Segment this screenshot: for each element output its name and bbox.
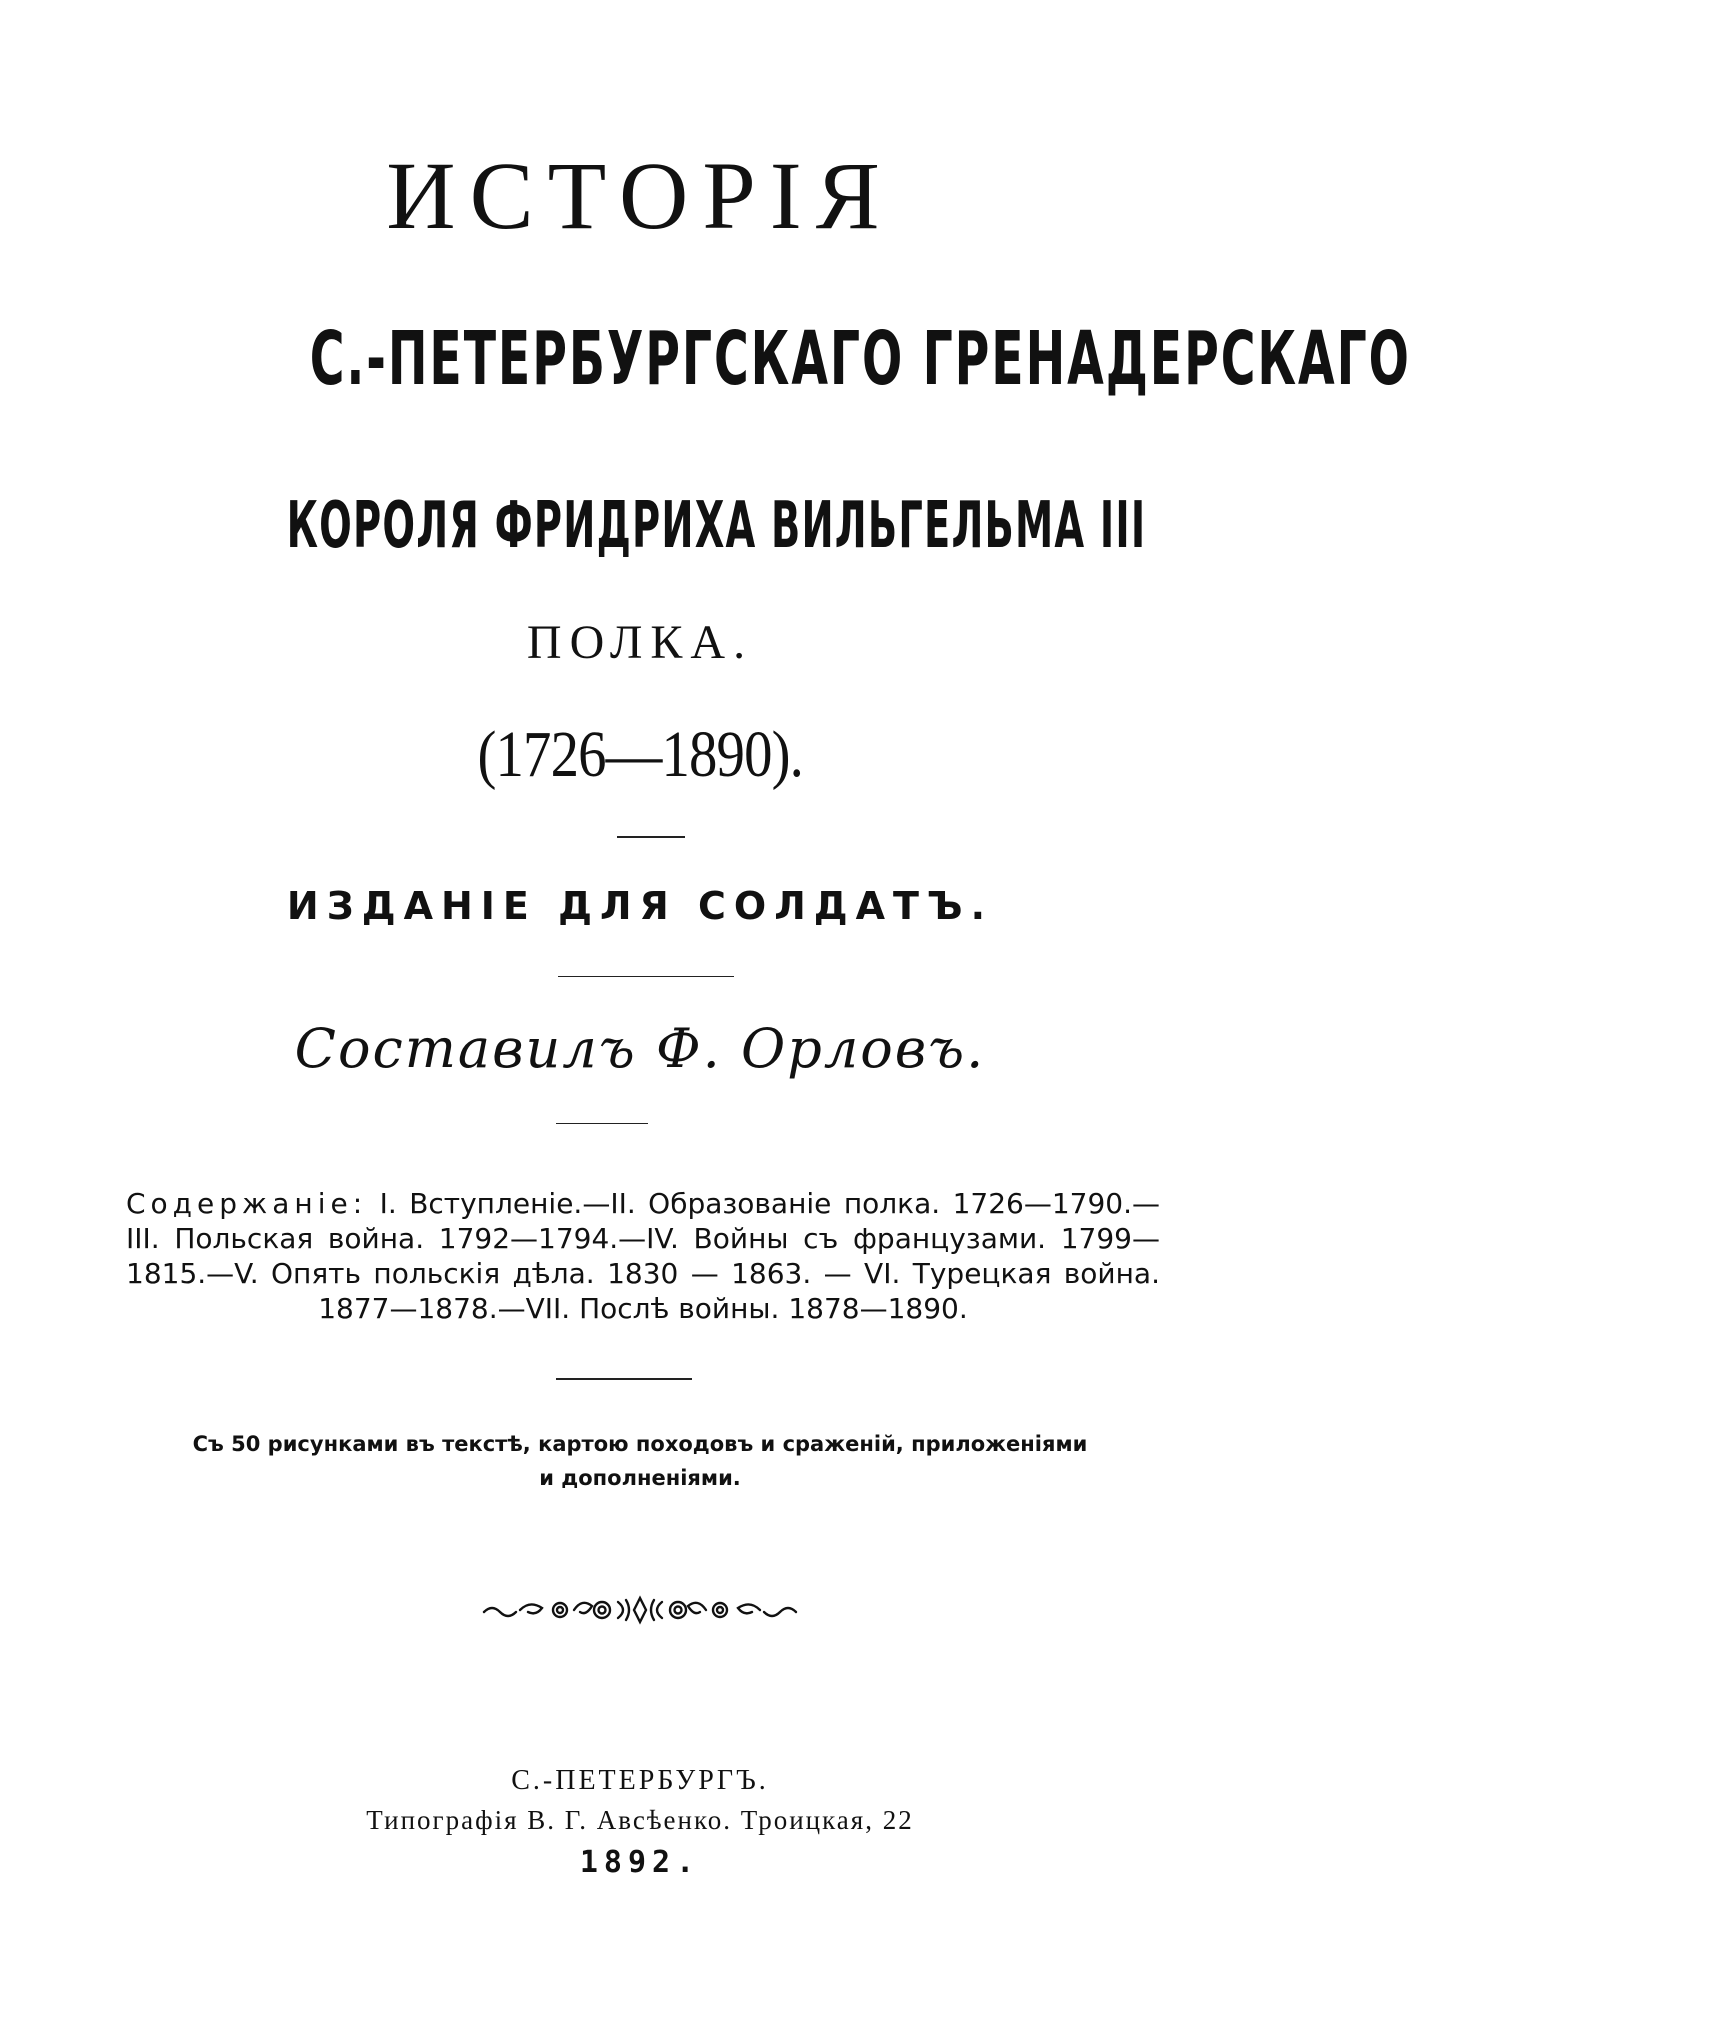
subtitle-regiment-name — [0, 316, 1411, 402]
compiler-credit: Составилъ Ф. Орловъ. — [294, 1017, 986, 1080]
subtitle-king-name — [0, 489, 1280, 563]
illustrations-line-1: Съ 50 рисунками въ текстѣ, картою походовъ и сраженій, приложеніями — [192, 1432, 1088, 1456]
divider-rule — [617, 836, 685, 838]
subtitle-regiment-name-text: С.-ПЕТЕРБУРГСКАГО ГРЕНАДЕРСКАГО — [309, 316, 1411, 402]
imprint-year: 1892. — [579, 1845, 701, 1880]
divider-rule — [558, 976, 734, 977]
illustrations-line-2: и дополненіями. — [539, 1466, 741, 1490]
contents-label: Содержаніе: — [126, 1187, 368, 1220]
imprint-printer: Типографія В. Г. Авсѣенко. Троицкая, 22 — [366, 1805, 914, 1835]
years-range-text: (1726—1890). — [477, 718, 803, 791]
divider-rule — [556, 1378, 692, 1380]
years-range — [0, 718, 1280, 791]
table-of-contents — [126, 1186, 1160, 1326]
imprint-city: С.-ПЕТЕРБУРГЪ. — [511, 1765, 769, 1796]
contents-text: I. Вступленіе.—II. Образованіе полка. 1726—1790.—III. Польская война. 1792—1794.—IV. Войны съ французами. 1799—1815.—V. Опять польскія дѣла. 1830 — 1863. — VI. Турецкая война. 1877—1878.—VII. Послѣ войны. 1878—1890. — [126, 1187, 1160, 1325]
edition-note: ИЗДАНІЕ ДЛЯ СОЛДАТЪ. — [286, 884, 994, 928]
illustrations-note — [170, 1427, 1110, 1495]
subtitle-king-name-text: КОРОЛЯ ФРИДРИХА ВИЛЬГЕЛЬМА III — [286, 489, 1147, 563]
book-title: ИСТОРІЯ — [386, 142, 894, 249]
divider-rule — [556, 1123, 648, 1124]
floral-ornament-icon — [478, 1590, 802, 1630]
subtitle-regiment-word: ПОЛКА. — [526, 616, 754, 669]
